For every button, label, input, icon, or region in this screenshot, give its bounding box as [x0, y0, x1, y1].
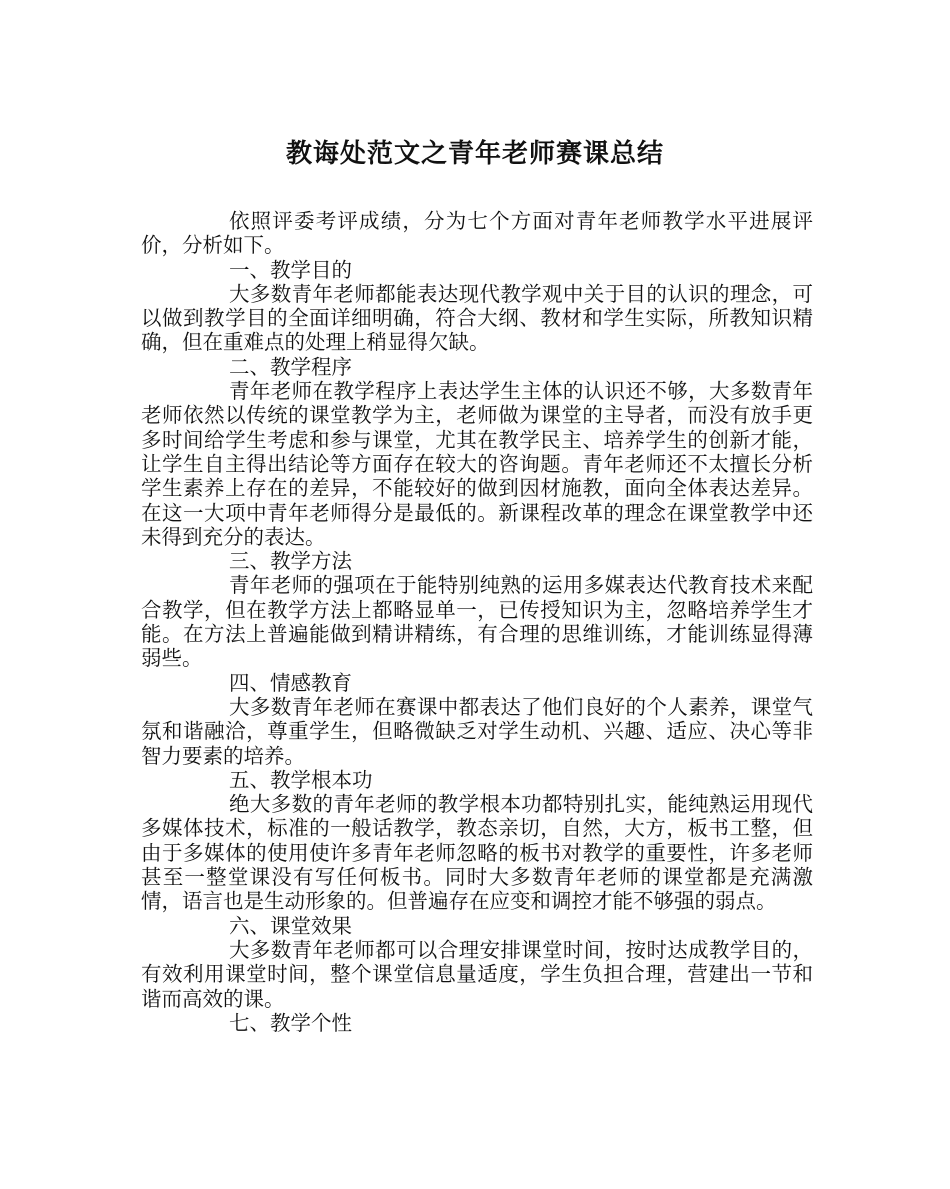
section-body-teaching-method: 青年老师的强项在于能特别纯熟的运用多媒表达代教育技术来配合教学，但在教学方法上都略显单一，已传授知识为主，忽略培养学生才能。在方法上普遍能做到精讲精练，有合理的思维训练，才能训练显得薄弱些。: [141, 573, 813, 671]
intro-paragraph: 依照评委考评成绩，分为七个方面对青年老师教学水平进展评价，分析如下。: [141, 209, 813, 258]
section-body-teaching-procedure: 青年老师在教学程序上表达学生主体的认识还不够，大多数青年老师依然以传统的课堂教学为主，老师做为课堂的主导者，而没有放手更多时间给学生考虑和参与课堂，尤其在教学民主、培养学生的创新才能，让学生自主得出结论等方面存在较大的咨询题。青年老师还不太擅长分析学生素养上存在的差异，不能较好的做到因材施教，面向全体表达差异。在这一大项中青年老师得分是最低的。新课程改革的理念在课堂教学中还未得到充分的表达。: [141, 379, 813, 549]
section-body-basic-skills: 绝大多数的青年老师的教学根本功都特别扎实，能纯熟运用现代多媒体技术，标准的一般话教学，教态亲切，自然，大方，板书工整，但由于多媒体的使用使许多青年老师忽略的板书对教学的重要性，许多老师甚至一整堂课没有写任何板书。同时大多数青年老师的课堂都是充满激情，语言也是生动形象的。但普遍存在应变和调控才能不够强的弱点。: [141, 792, 813, 914]
section-heading-teaching-personality: 七、教学个性: [229, 1010, 352, 1035]
section-heading-classroom-effect: 六、课堂效果: [229, 913, 352, 938]
document-body: [141, 209, 813, 1035]
document-title: 教诲处范文之青年老师赛课总结: [285, 139, 664, 169]
section-heading-emotional-education: 四、情感教育: [229, 670, 352, 695]
section-body-classroom-effect: 大多数青年老师都可以合理安排课堂时间，按时达成教学目的，有效利用课堂时间，整个课堂信息量适度，学生负担合理，营建出一节和谐而高效的课。: [141, 937, 813, 1011]
section-heading-teaching-procedure: 二、教学程序: [229, 354, 352, 379]
section-heading-teaching-method: 三、教学方法: [229, 549, 352, 574]
section-body-teaching-goal: 大多数青年老师都能表达现代教学观中关于目的认识的理念，可以做到教学目的全面详细明确，符合大纲、教材和学生实际，所教知识精确，但在重难点的处理上稍显得欠缺。: [141, 281, 813, 355]
section-heading-basic-skills: 五、教学根本功: [229, 767, 373, 792]
section-heading-teaching-goal: 一、教学目的: [229, 257, 352, 282]
section-body-emotional-education: 大多数青年老师在赛课中都表达了他们良好的个人素养，课堂气氛和谐融洽，尊重学生，但略微缺乏对学生动机、兴趣、适应、决心等非智力要素的培养。: [141, 694, 813, 768]
